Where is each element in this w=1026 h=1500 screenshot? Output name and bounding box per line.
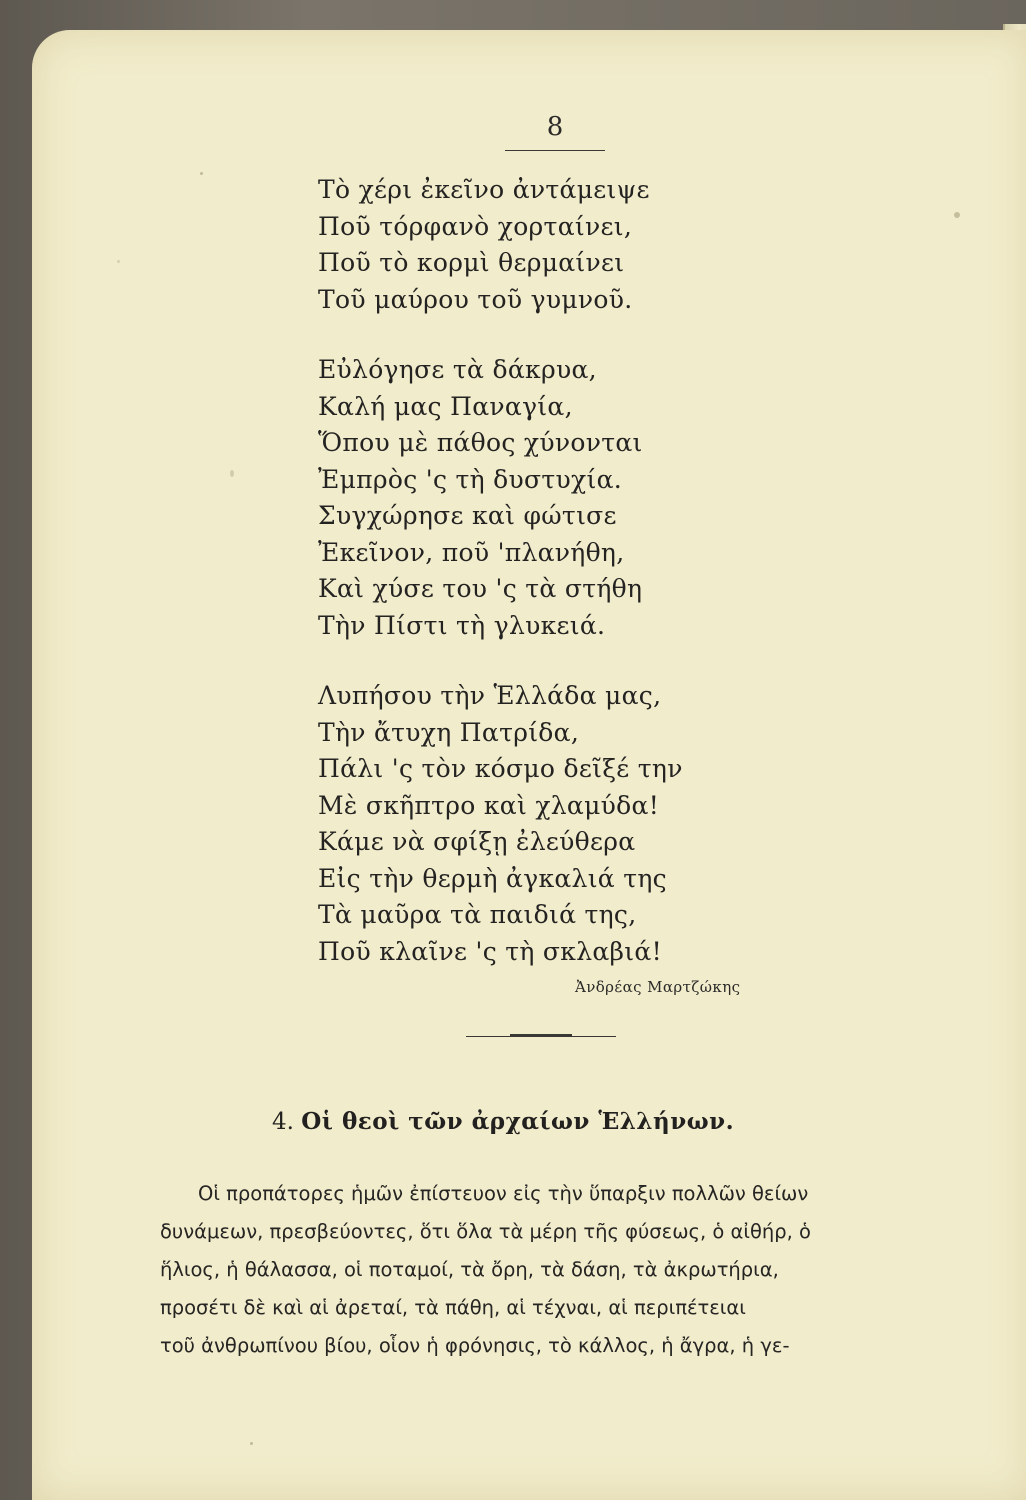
paragraph-line: προσέτι δὲ καὶ αἱ ἀρεταί, τὰ πάθη, αἱ τέχναι, αἱ περιπέτειαι xyxy=(160,1296,746,1319)
paragraph-line: τοῦ ἀνθρωπίνου βίου, οἷον ἡ φρόνησις, τὸ κάλλος, ἡ ἄγρα, ἡ γε- xyxy=(160,1334,790,1357)
poem-line: Τὰ μαῦρα τὰ παιδιά της, xyxy=(318,900,637,929)
poem-line: Καὶ χύσε του 'ς τὰ στήθη xyxy=(318,574,643,603)
poem-line: Τὴν Πίστι τὴ γλυκειά. xyxy=(318,610,606,640)
poem-line: Ποῦ τὸ κορμὶ θερμαίνει xyxy=(318,248,625,277)
page-number: 8 xyxy=(546,112,564,142)
poem-line: Τὴν ἄτυχη Πατρίδα, xyxy=(318,717,580,747)
section-separator xyxy=(466,1033,616,1039)
poem-line: Ποῦ τόρφανὸ χορταίνει, xyxy=(318,211,633,241)
poem-line: Ἐμπρὸς 'ς τὴ δυστυχία. xyxy=(318,464,622,494)
poem-line: Λυπήσου τὴν Ἑλλάδα μας, xyxy=(318,681,662,710)
paper-speck xyxy=(200,172,203,175)
poem-line: Ὅπου μὲ πάθος χύνονται xyxy=(318,428,643,457)
paper-speck xyxy=(954,212,960,218)
poem-stanza-1 xyxy=(318,172,738,318)
section-paragraph xyxy=(160,1175,890,1365)
poem xyxy=(318,172,741,1004)
paragraph-line: Οἱ προπάτορες ἡμῶν ἐπίστευον εἰς τὴν ὕπαρξιν πολλῶν θείων xyxy=(198,1182,809,1205)
poem-line: Πάλι 'ς τὸν κόσμο δεῖξέ την xyxy=(318,754,683,783)
paper-speck xyxy=(117,260,120,263)
poem-line: Κάμε νὰ σφίξῃ ἐλεύθερα xyxy=(318,827,636,856)
poem-line: Εὐλόγησε τὰ δάκρυα, xyxy=(318,355,597,384)
paragraph-line: ἥλιος, ἡ θάλασσα, οἱ ποταμοί, τὰ ὄρη, τὰ δάση, τὰ ἀκρωτήρια, xyxy=(160,1258,779,1281)
poem-line: Εἰς τὴν θερμὴ ἀγκαλιά της xyxy=(318,863,667,893)
poem-line: Συγχώρησε καὶ φώτισε xyxy=(318,501,617,530)
poem-stanza-2 xyxy=(318,352,738,644)
paper-speck xyxy=(250,1442,253,1445)
paper-speck xyxy=(230,470,234,477)
poem-author-signature: Ἀνδρέας Μαρτζώκης xyxy=(575,978,741,996)
poem-stanza-3 xyxy=(318,678,738,970)
poem-line: Ἐκεῖνον, ποῦ 'πλανήθη, xyxy=(318,537,625,567)
paragraph-line: δυνάμεων, πρεσβεύοντες, ὅτι ὅλα τὰ μέρη τῆς φύσεως, ὁ αἰθήρ, ὁ xyxy=(160,1220,811,1243)
poem-line: Καλή μας Παναγία, xyxy=(318,391,573,421)
poem-line: Τοῦ μαύρου τοῦ γυμνοῦ. xyxy=(318,284,633,314)
separator-thick-rule xyxy=(510,1034,572,1037)
page-number-rule xyxy=(505,150,605,151)
section-number: 4. xyxy=(272,1109,294,1135)
poem-line: Τὸ χέρι ἐκεῖνο ἀντάμειψε xyxy=(318,175,650,204)
poem-line: Ποῦ κλαῖνε 'ς τὴ σκλαβιά! xyxy=(318,936,662,966)
section-title: Οἱ θεοὶ τῶν ἀρχαίων Ἑλλήνων. xyxy=(301,1108,735,1135)
poem-line: Μὲ σκῆπτρο καὶ χλαμύδα! xyxy=(318,790,660,820)
section-heading xyxy=(272,1108,872,1135)
